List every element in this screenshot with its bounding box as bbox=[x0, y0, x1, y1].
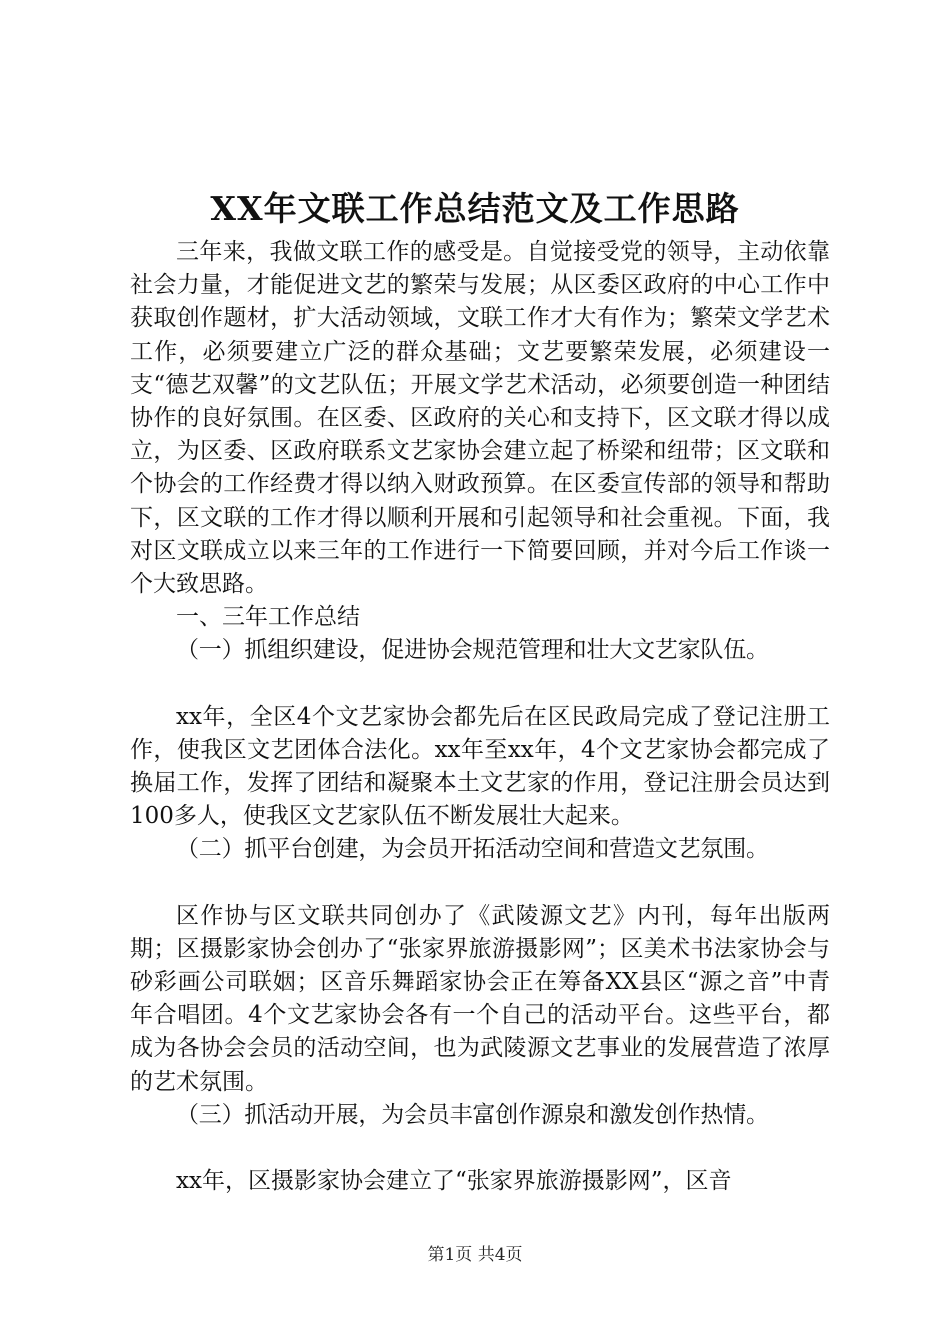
body-paragraph-3: xx年，区摄影家协会建立了“张家界旅游摄影网”，区音 bbox=[176, 1168, 732, 1195]
subsection-heading-2: （二）抓平台创建，为会员开拓活动空间和营造文艺氛围。 bbox=[176, 836, 769, 863]
paragraph-gap bbox=[130, 1132, 830, 1165]
section-heading-1: 一、三年工作总结 bbox=[176, 604, 360, 631]
page-number-footer: 第1页 共4页 bbox=[427, 1245, 523, 1265]
intro-paragraph: 三年来，我做文联工作的感受是。自觉接受党的领导，主动依靠社会力量，才能促进文艺的繁荣与发展；从区委区政府的中心工作中获取创作题材，扩大活动领域，文联工作才大有作为；繁荣文学艺术工作，必须要建立广泛的群众基础；文艺要繁荣发展，必须建设一支“德艺双馨”的文艺队伍；开展文学艺术活动，必须要创造一种团结协作的良好氛围。在区委、区政府的关心和支持下，区文联才得以成立，为区委、区政府联系文艺家协会建立起了桥梁和纽带；区文联和个协会的工作经费才得以纳入财政预算。在区委宣传部的领导和帮助下，区文联的工作才得以顺利开展和引起领导和社会重视。下面，我对区文联成立以来三年的工作进行一下简要回顾，并对今后工作谈一个大致思路。 bbox=[130, 239, 830, 598]
body-paragraph-2: 区作协与区文联共同创办了《武陵源文艺》内刊，每年出版两期；区摄影家协会创办了“张家界旅游摄影网”；区美术书法家协会与砂彩画公司联姻；区音乐舞蹈家协会正在筹备XX县区“源之音”中青年合唱团。4个文艺家协会各有一个自己的活动平台。这些平台，都成为各协会会员的活动空间，也为武陵源文艺事业的发展营造了浓厚的艺术氛围。 bbox=[130, 902, 830, 1095]
paragraph-gap bbox=[130, 867, 830, 900]
document-title: XX年文联工作总结范文及工作思路 bbox=[210, 189, 740, 228]
subsection-heading-3: （三）抓活动开展，为会员丰富创作源泉和激发创作热情。 bbox=[176, 1101, 769, 1128]
document-body bbox=[130, 236, 830, 1198]
body-paragraph-1: xx年，全区4个文艺家协会都先后在区民政局完成了登记注册工作，使我区文艺团体合法化。xx年至xx年，4个文艺家协会都完成了换届工作，发挥了团结和凝聚本土文艺家的作用，登记注册会员达到100多人，使我区文艺家队伍不断发展壮大起来。 bbox=[130, 703, 830, 830]
subsection-heading-1: （一）抓组织建设，促进协会规范管理和壮大文艺家队伍。 bbox=[176, 637, 769, 664]
paragraph-gap bbox=[130, 668, 830, 701]
